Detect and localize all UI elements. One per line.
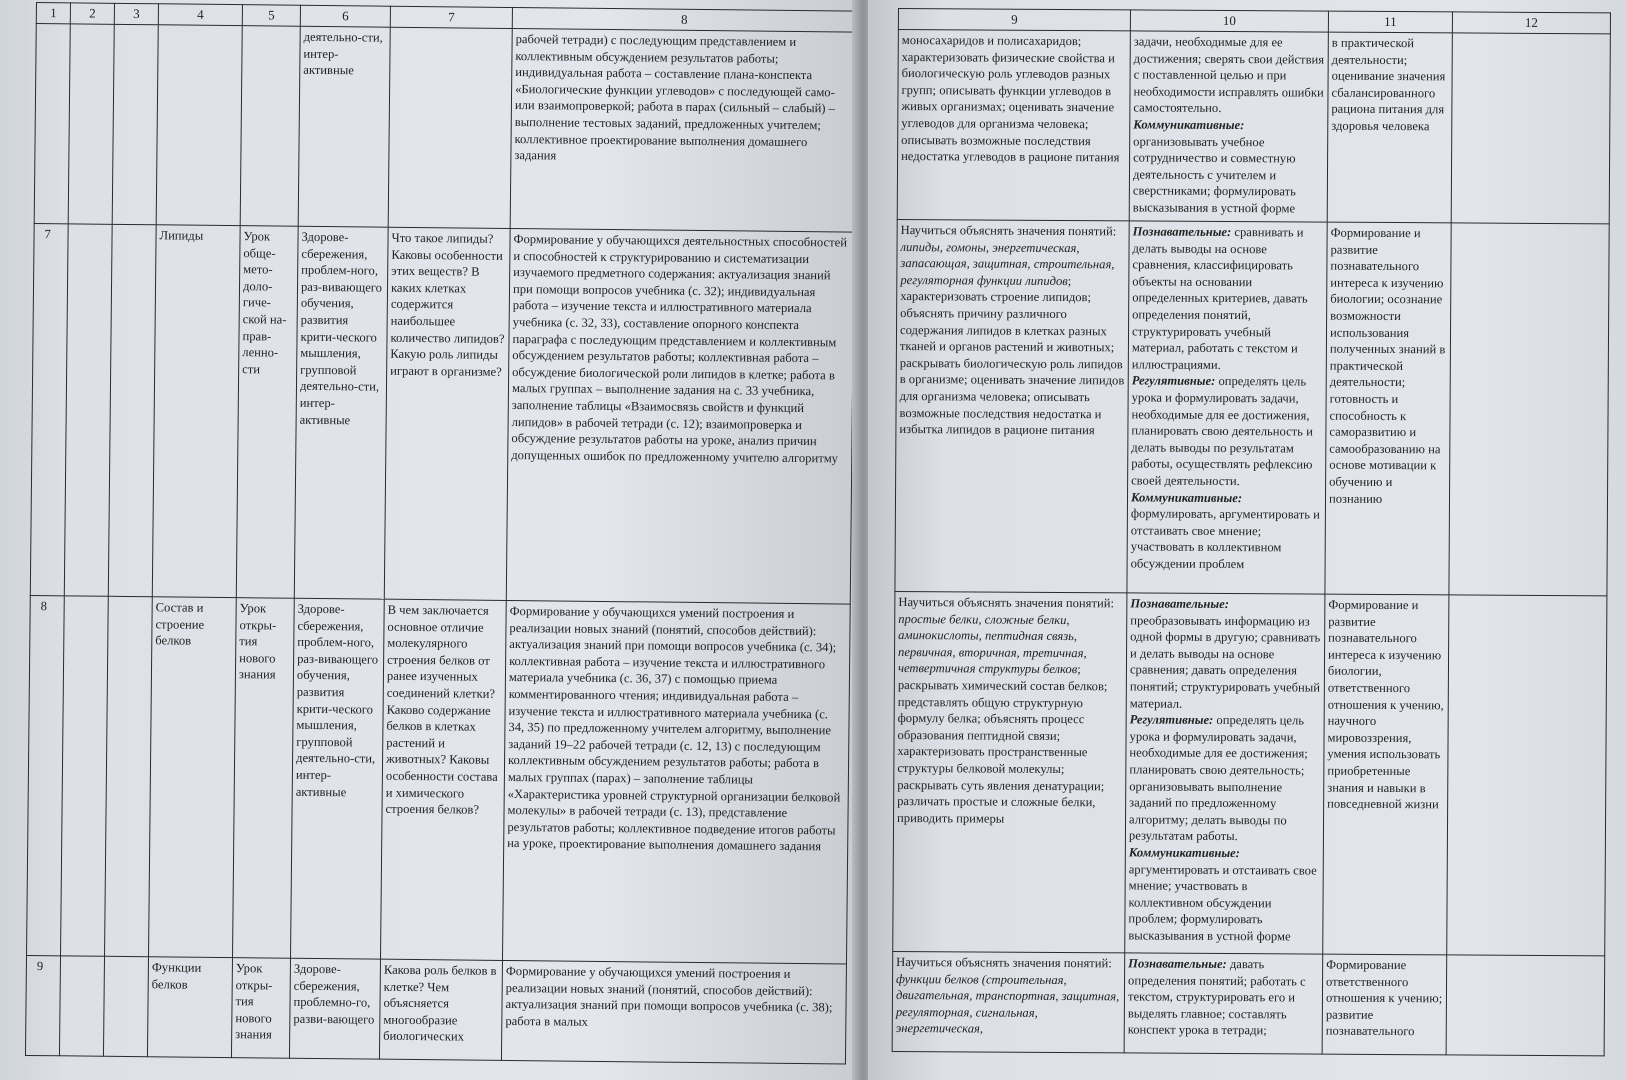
technologies: Здорове-сбережения, проблем-ного, раз-вивающего обучения, развития крити-ческого мышления, групповой деятельно-сти, интер-активные (291, 598, 385, 959)
table-row (34, 24, 856, 233)
col-header: 7 (390, 6, 512, 28)
problem-questions (388, 27, 512, 228)
uud-text: определять цель урока и формулировать задачи, необходимые для ее достижения, планировать свою деятельность и делать выводы по результатам работы, осуществлять рефлексию своей деятельности. (1131, 374, 1313, 489)
lesson-topic: Липиды (152, 225, 240, 598)
uud-text: давать определения понятий; работать с текстом, структурировать его и выделять главное; составлять конспект урока в тетради; (1127, 957, 1306, 1038)
lesson-topic: Функции белков (147, 957, 232, 1058)
empty-cell (105, 596, 153, 956)
lesson-type: Урок откры-тия нового знания (233, 598, 295, 959)
outcome-terms: простые белки, сложные белки, аминокислоты, пептидная связь, первичная, вторичная, третичная, четвертичная структуры белков (897, 611, 1087, 677)
empty-cell (64, 224, 112, 596)
activity-description: рабочей тетради) с последующим представлением и коллективным обсуждением результатов работы; индивидуальная работа – составление плана-конспекта «Биологические функции углеводов» с последующей само- или взаимопроверкой; работа в парах (сильный – слабый) – выполнение тестовых заданий, предложенных учителем; коллективное проектирование выполнения домашнего задания (510, 28, 856, 232)
uud-text: формулировать, аргументировать и отстаивать свое мнение; участвовать в коллективном обсуждении проблем (1130, 506, 1320, 572)
lesson-topic (156, 25, 242, 226)
lesson-type: Урок откры-тия нового знания (231, 958, 290, 1059)
empty-cell (61, 596, 109, 956)
uud-label: Познавательные: (1130, 596, 1230, 612)
col-header: 1 (36, 3, 70, 24)
uud-label: Регулятивные: (1131, 373, 1216, 389)
learning-outcomes (892, 951, 1125, 1052)
uud-text: сравнивать и делать выводы на основе сравнения, классифицировать объекты на основании определенных критериев, давать определения понятий, структурировать учебный материал, работать с текстом и иллюстрациями. (1131, 225, 1308, 372)
uud-label: Коммуникативные: (1130, 489, 1243, 505)
personal-results: Формирование ответственного отношения к учению; развитие познавательного (1322, 954, 1447, 1055)
uud-label: Познавательные: (1128, 956, 1227, 972)
table-row (893, 591, 1607, 955)
empty-cell (1447, 595, 1607, 956)
outcome-lead: Научиться объяснять значения понятий: (896, 955, 1112, 971)
right-page (868, 0, 1626, 1080)
empty-cell (1451, 33, 1610, 224)
empty-cell (112, 24, 158, 224)
uud-label: Коммуникативные: (1128, 845, 1240, 861)
uud-text: организовывать учебное сотрудничество и совместную деятельность с учителем и сверстниками; формулировать высказывания в устной форме (1132, 134, 1296, 216)
problem-questions: Что такое липиды? Каковы особенности этих веществ? В каких клетках содержится наибольшее количество липидов? Какую роль липиды играют в организме? (384, 227, 510, 600)
col-header: 5 (242, 5, 300, 27)
empty-cell (68, 24, 114, 224)
personal-results: в практической деятельности; оценивание значения сбалансированного рациона питания для здоровья человека (1327, 32, 1452, 223)
col-header: 6 (300, 5, 390, 27)
uud-text: преобразовывать информацию из одной формы в другую; сравнивать и делать выводы на основе сравнения; давать определения понятий; структурировать учебный материал. (1129, 613, 1321, 711)
activity-description: Формирование у обучающихся деятельностных способностей и способностей к структурированию и систематизации изучаемого предметного содержания: актуализация знаний при помощи вопросов учебника (с. 32); индивидуальная работа – изучение текста и иллюстративного материала учебника (с. 32, 33), составление опорного конспекта параграфа с последующим представлением и коллективным обсуждением результатов работы; коллективная работа – обсуждение биологической роли липидов в клетке; работа в малых группах – выполнение задания на с. 33 учебника, заполнение таблицы «Взаимосвязь свойств и функций липидов» в рабочей тетради (с. 12); взаимопроверка и обсуждение результатов работы на уроке, анализ причин допущенных ошибок по предложенному учителю алгоритму (506, 228, 854, 604)
activity-description: Формирование у обучающихся умений построения и реализации новых знаний (понятий, способов действий): актуализация знаний при помощи вопросов учебника (с. 38); работа в малых (501, 960, 846, 1064)
row-number: 9 (25, 955, 60, 1055)
col-header: 12 (1452, 12, 1610, 34)
outcome-lead: Научиться объяснять значения понятий: (898, 595, 1115, 611)
empty-cell (103, 956, 148, 1056)
uud-cell (1125, 593, 1325, 954)
lesson-type: Урок обще-мето-доло-гиче-ской на-прав-ленно-сти (236, 226, 298, 599)
problem-questions: В чем заключается основное отличие молекулярного строения белков от ранее изученных соединений клетки? Каково содержание белков в клетках растений и животных? Каковы особенности состава и химического строения белков? (380, 599, 506, 960)
uud-label: Регулятивные: (1129, 712, 1214, 728)
empty-cell (108, 224, 156, 596)
outcome-lead: Научиться объяснять значения понятий: (900, 223, 1117, 239)
uud-text: определять цель урока и формулировать задачи, необходимые для ее достижения; планировать свою деятельность; организовывать выполнение заданий по предложенному алгоритму; делать выводы по результатам работы. (1128, 713, 1308, 844)
technologies: Здорове-сбережения, проблемно-го, разви-вающего (289, 958, 380, 1059)
lesson-type (240, 26, 300, 227)
activity-description: Формирование у обучающихся умений построения и реализации новых знаний (понятий, способов действий): актуализация знаний при помощи вопросов учебника (с. 34); коллективная работа – изучение текста и иллюстративного материала учебника (с. 36, 37) с помощью приема комментированного чтения; индивидуальная работа – изучение текста и иллюстративного материала учебника (с. 34, 35) по предложенному учителем алгоритму, выполнение заданий 19–22 рабочей тетради (с. 12, 13) с последующим коллективным обсуждением результатов работы; работа в малых группах (парах) – заполнение таблицы «Характеристика уровней структурной организации белковой молекулы» в рабочей тетради (с. 13), представление результатов работы; коллективное подведение итогов работы на уроке, проектирование выполнения домашнего задания (502, 600, 850, 964)
uud-cell (1124, 953, 1323, 1054)
outcome-tail: ; характеризовать строение липидов; объяснять причину различного содержания липидов в клетках разных тканей и органов растений и животных; раскрывать биологическую роль липидов в организме; оценивать значение липидов для организма человека; описывать возможные последствия недостатка и избытка липидов в рационе питания (899, 273, 1125, 438)
col-header: 3 (114, 3, 158, 24)
uud-intro: задачи, необходимые для ее достижения; сверять свои действия с поставленной целью и при необходимости исправлять ошибки самостоятельно. (1133, 34, 1325, 116)
row-number (34, 24, 70, 224)
table-row (30, 223, 854, 604)
personal-results: Формирование и развитие познавательного интереса к изучению биологии; осознание возможности использования полученных знаний в практической деятельности; готовность и способность к саморазвитию и самообразованию на основе мотивации к обучению и познанию (1325, 222, 1451, 595)
outcome-terms: функции белков (строительная, двигательная, транспортная, защитная, регуляторная, сигнальная, энергетическая, (895, 971, 1120, 1036)
table-row (895, 219, 1609, 595)
empty-cell (1446, 955, 1605, 1056)
row-number: 7 (30, 223, 68, 595)
table-row (892, 951, 1605, 1055)
col-header: 8 (512, 7, 856, 32)
outcome-tail: ; раскрывать химический состав белков; представлять общую структурную формулу белка; объяснять процесс образования пептидной связи; характеризовать пространственные структуры белковой молекулы; раскрывать суть явления денатурации; различать простые и сложные белки, приводить примеры (897, 662, 1108, 826)
uud-text: аргументировать и отстаивать свое мнение; участвовать в коллективном обсуждении проблем; формулировать высказывания в устной форме (1128, 861, 1317, 944)
lesson-topic: Состав и строение белков (149, 597, 237, 958)
learning-outcomes (893, 591, 1127, 952)
outcome-terms: липиды, гомоны, энергетическая, запасающая, защитная, строительная, регуляторная функции липидов (900, 239, 1115, 288)
table-row (25, 955, 846, 1064)
problem-questions: Какова роль белков в клетке? Чем объясняется многообразие биологических (379, 959, 502, 1060)
uud-cell (1129, 31, 1328, 222)
empty-cell (59, 956, 104, 1056)
lesson-plan-table-left (25, 2, 857, 1065)
col-header: 2 (70, 3, 114, 24)
uud-cell (1127, 221, 1327, 594)
uud-label: Познавательные: (1132, 224, 1232, 240)
table-row (27, 595, 851, 964)
lesson-plan-table-right (892, 8, 1611, 1056)
personal-results: Формирование и развитие познавательного интереса к изучению биологии, ответственного отношения к учению, научного мировоззрения, умения использовать приобретенные знания и навыки в повседневной жизни (1323, 594, 1449, 955)
empty-cell (1449, 223, 1609, 596)
row-number: 8 (27, 595, 65, 955)
col-header: 4 (158, 4, 242, 26)
learning-outcomes: моносахаридов и полисахаридов; характеризовать физические свойства и биологическую роль углеводов разных групп; описывать функции углеводов в живых организмах; оценивать значение углеводов для организма человека; описывать возможные последствия недостатка углеводов в рационе питания (897, 30, 1130, 221)
col-header: 10 (1130, 10, 1328, 32)
technologies: деятельно-сти, интер-активные (298, 26, 390, 227)
uud-label: Коммуникативные: (1133, 117, 1245, 133)
col-header: 11 (1328, 11, 1452, 33)
table-row (897, 30, 1610, 224)
learning-outcomes (895, 219, 1129, 592)
technologies: Здорове-сбережения, проблем-ного, раз-вивающего обучения, развития крити-ческого мышления, групповой деятельно-сти, интер-активные (294, 226, 388, 599)
col-header: 9 (898, 9, 1130, 31)
